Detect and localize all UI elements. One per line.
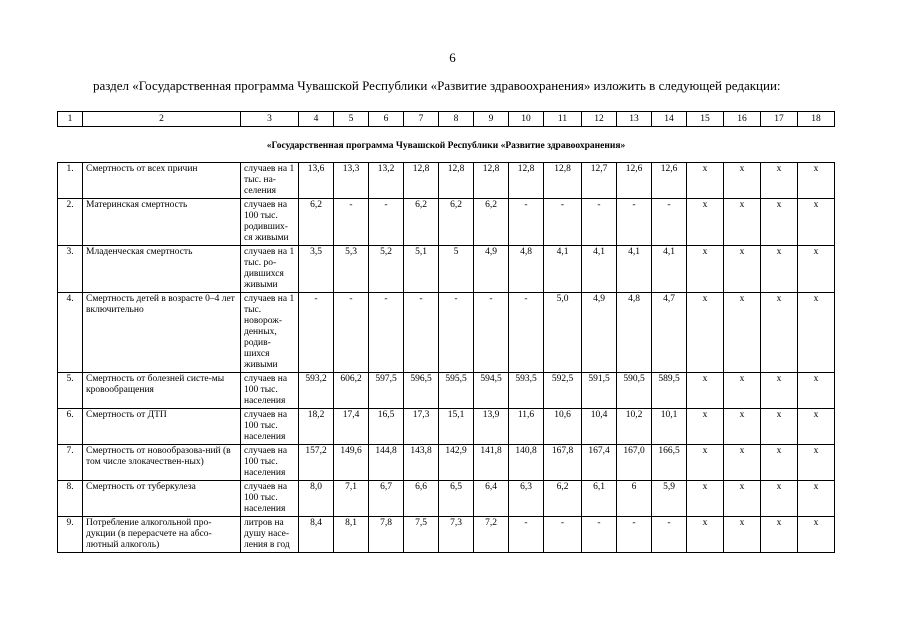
value-cell: x	[687, 445, 724, 481]
row-number-cell: 2.	[58, 199, 83, 246]
column-number-cell: 18	[798, 112, 835, 127]
value-cell: x	[724, 373, 761, 409]
value-cell: 10,2	[617, 409, 652, 445]
value-cell: x	[687, 199, 724, 246]
value-cell: -	[617, 517, 652, 553]
value-cell: 12,8	[404, 163, 439, 199]
value-cell: 6,2	[544, 481, 582, 517]
value-cell: x	[724, 246, 761, 293]
value-cell: 144,8	[369, 445, 404, 481]
table-header-row	[58, 112, 835, 127]
value-cell: 10,4	[582, 409, 617, 445]
value-cell: x	[687, 517, 724, 553]
unit-cell: случаев на 1 тыс. на-селения	[241, 163, 299, 199]
value-cell: 166,5	[652, 445, 687, 481]
value-cell: x	[761, 373, 798, 409]
value-cell: x	[761, 163, 798, 199]
value-cell: x	[761, 481, 798, 517]
row-number-cell: 8.	[58, 481, 83, 517]
table-row	[58, 199, 835, 246]
table-row	[58, 373, 835, 409]
row-number-cell: 4.	[58, 293, 83, 373]
value-cell: -	[439, 293, 474, 373]
value-cell: x	[687, 373, 724, 409]
value-cell: 12,8	[474, 163, 509, 199]
value-cell: 4,1	[582, 246, 617, 293]
row-number-cell: 7.	[58, 445, 83, 481]
value-cell: x	[761, 409, 798, 445]
value-cell: x	[724, 199, 761, 246]
indicator-name-cell: Смертность от туберкулеза	[83, 481, 241, 517]
page-number: 6	[449, 50, 456, 65]
value-cell: 12,8	[439, 163, 474, 199]
unit-cell: литров на душу насе-ления в год	[241, 517, 299, 553]
value-cell: 5,3	[334, 246, 369, 293]
value-cell: x	[798, 445, 835, 481]
value-cell: x	[798, 409, 835, 445]
value-cell: 6,3	[509, 481, 544, 517]
value-cell: 6,5	[439, 481, 474, 517]
value-cell: -	[544, 517, 582, 553]
unit-cell: случаев на 100 тыс. населения	[241, 373, 299, 409]
value-cell: -	[369, 199, 404, 246]
value-cell: 10,1	[652, 409, 687, 445]
column-number-cell: 15	[687, 112, 724, 127]
value-cell: 6,6	[404, 481, 439, 517]
value-cell: 4,8	[509, 246, 544, 293]
value-cell: 167,4	[582, 445, 617, 481]
value-cell: 589,5	[652, 373, 687, 409]
value-cell: 141,8	[474, 445, 509, 481]
unit-cell: случаев на 100 тыс. населения	[241, 409, 299, 445]
column-number-cell: 5	[334, 112, 369, 127]
value-cell: 4,7	[652, 293, 687, 373]
table-row	[58, 246, 835, 293]
value-cell: x	[687, 293, 724, 373]
value-cell: 12,8	[509, 163, 544, 199]
value-cell: 5,1	[404, 246, 439, 293]
value-cell: 13,2	[369, 163, 404, 199]
value-cell: x	[687, 163, 724, 199]
value-cell: 4,1	[544, 246, 582, 293]
value-cell: x	[798, 199, 835, 246]
value-cell: 4,1	[652, 246, 687, 293]
value-cell: -	[299, 293, 334, 373]
value-cell: -	[544, 199, 582, 246]
table-row	[58, 293, 835, 373]
value-cell: -	[334, 293, 369, 373]
value-cell: 17,4	[334, 409, 369, 445]
column-number-cell: 12	[582, 112, 617, 127]
row-number-cell: 9.	[58, 517, 83, 553]
value-cell: 18,2	[299, 409, 334, 445]
value-cell: 13,6	[299, 163, 334, 199]
value-cell: -	[369, 293, 404, 373]
column-number-cell: 8	[439, 112, 474, 127]
value-cell: 6,4	[474, 481, 509, 517]
value-cell: x	[761, 517, 798, 553]
value-cell: 7,8	[369, 517, 404, 553]
value-cell: 4,9	[474, 246, 509, 293]
indicator-name-cell: Младенческая смертность	[83, 246, 241, 293]
value-cell: 5,9	[652, 481, 687, 517]
value-cell: x	[798, 373, 835, 409]
value-cell: -	[582, 517, 617, 553]
value-cell: 142,9	[439, 445, 474, 481]
value-cell: 596,5	[404, 373, 439, 409]
unit-cell: случаев на 100 тыс. населения	[241, 481, 299, 517]
value-cell: 8,0	[299, 481, 334, 517]
indicator-name-cell: Смертность от всех причин	[83, 163, 241, 199]
column-number-cell: 2	[83, 112, 241, 127]
value-cell: 12,7	[582, 163, 617, 199]
value-cell: 6,2	[439, 199, 474, 246]
value-cell: 7,1	[334, 481, 369, 517]
indicator-name-cell: Смертность от болезней систе-мы кровообращения	[83, 373, 241, 409]
indicator-name-cell: Смертность от новообразова-ний (в том числе злокачествен-ных)	[83, 445, 241, 481]
value-cell: x	[724, 293, 761, 373]
value-cell: 12,8	[544, 163, 582, 199]
table-row	[58, 163, 835, 199]
row-number-cell: 1.	[58, 163, 83, 199]
value-cell: 7,3	[439, 517, 474, 553]
value-cell: 8,4	[299, 517, 334, 553]
value-cell: x	[761, 199, 798, 246]
value-cell: 590,5	[617, 373, 652, 409]
value-cell: x	[724, 163, 761, 199]
column-number-cell: 3	[241, 112, 299, 127]
value-cell: x	[798, 246, 835, 293]
value-cell: x	[724, 517, 761, 553]
value-cell: 4,9	[582, 293, 617, 373]
unit-cell: случаев на 100 тыс. родивших-ся живыми	[241, 199, 299, 246]
value-cell: 140,8	[509, 445, 544, 481]
column-number-cell: 1	[58, 112, 83, 127]
value-cell: 3,5	[299, 246, 334, 293]
value-cell: 4,1	[617, 246, 652, 293]
value-cell: -	[582, 199, 617, 246]
column-number-cell: 16	[724, 112, 761, 127]
column-number-cell: 14	[652, 112, 687, 127]
value-cell: 8,1	[334, 517, 369, 553]
value-cell: x	[798, 163, 835, 199]
value-cell: 10,6	[544, 409, 582, 445]
intro-text: раздел «Государственная программа Чувашской Республики «Развитие здравоохранения» изложить в следующей редакции:	[93, 78, 781, 93]
indicator-name-cell: Потребление алкогольной про-дукции (в перерасчете на абсо-лютный алкоголь)	[83, 517, 241, 553]
column-number-cell: 9	[474, 112, 509, 127]
value-cell: x	[761, 293, 798, 373]
section-title: «Государственная программа Чувашской Республики «Развитие здравоохранения»	[58, 127, 835, 163]
value-cell: 15,1	[439, 409, 474, 445]
value-cell: -	[509, 293, 544, 373]
column-number-cell: 10	[509, 112, 544, 127]
value-cell: 597,5	[369, 373, 404, 409]
value-cell: x	[724, 445, 761, 481]
value-cell: x	[724, 481, 761, 517]
value-cell: -	[474, 293, 509, 373]
indicator-name-cell: Материнская смертность	[83, 199, 241, 246]
value-cell: 6,1	[582, 481, 617, 517]
section-title-row	[58, 127, 835, 163]
value-cell: 167,8	[544, 445, 582, 481]
value-cell: -	[509, 199, 544, 246]
unit-cell: случаев на 1 тыс. ро-дившихся живыми	[241, 246, 299, 293]
table-row	[58, 481, 835, 517]
value-cell: 591,5	[582, 373, 617, 409]
value-cell: 11,6	[509, 409, 544, 445]
value-cell: x	[687, 481, 724, 517]
value-cell: 13,9	[474, 409, 509, 445]
value-cell: 13,3	[334, 163, 369, 199]
value-cell: 595,5	[439, 373, 474, 409]
column-number-cell: 17	[761, 112, 798, 127]
value-cell: x	[798, 481, 835, 517]
value-cell: -	[404, 293, 439, 373]
value-cell: 149,6	[334, 445, 369, 481]
value-cell: 593,2	[299, 373, 334, 409]
value-cell: 16,5	[369, 409, 404, 445]
value-cell: -	[652, 199, 687, 246]
indicator-name-cell: Смертность от ДТП	[83, 409, 241, 445]
value-cell: 7,2	[474, 517, 509, 553]
value-cell: 6,2	[474, 199, 509, 246]
value-cell: -	[334, 199, 369, 246]
value-cell: -	[509, 517, 544, 553]
value-cell: 143,8	[404, 445, 439, 481]
value-cell: 593,5	[509, 373, 544, 409]
value-cell: 17,3	[404, 409, 439, 445]
table-row	[58, 517, 835, 553]
value-cell: x	[724, 409, 761, 445]
value-cell: 5,0	[544, 293, 582, 373]
unit-cell: случаев на 1 тыс. новорож-денных, родив-шихся живыми	[241, 293, 299, 373]
value-cell: -	[617, 199, 652, 246]
value-cell: x	[761, 445, 798, 481]
value-cell: 6,2	[299, 199, 334, 246]
value-cell: 606,2	[334, 373, 369, 409]
value-cell: x	[687, 409, 724, 445]
table-row	[58, 409, 835, 445]
value-cell: x	[687, 246, 724, 293]
value-cell: 4,8	[617, 293, 652, 373]
value-cell: 167,0	[617, 445, 652, 481]
value-cell: 5,2	[369, 246, 404, 293]
value-cell: 12,6	[652, 163, 687, 199]
value-cell: 6	[617, 481, 652, 517]
column-number-cell: 13	[617, 112, 652, 127]
value-cell: 592,5	[544, 373, 582, 409]
column-number-cell: 6	[369, 112, 404, 127]
column-number-cell: 4	[299, 112, 334, 127]
row-number-cell: 6.	[58, 409, 83, 445]
value-cell: 6,7	[369, 481, 404, 517]
value-cell: 7,5	[404, 517, 439, 553]
value-cell: 12,6	[617, 163, 652, 199]
row-number-cell: 3.	[58, 246, 83, 293]
value-cell: 6,2	[404, 199, 439, 246]
column-number-cell: 11	[544, 112, 582, 127]
indicator-name-cell: Смертность детей в возрасте 0–4 лет включительно	[83, 293, 241, 373]
value-cell: x	[761, 246, 798, 293]
value-cell: 594,5	[474, 373, 509, 409]
table-row	[58, 445, 835, 481]
column-number-cell: 7	[404, 112, 439, 127]
value-cell: -	[652, 517, 687, 553]
row-number-cell: 5.	[58, 373, 83, 409]
indicators-table	[57, 111, 835, 553]
value-cell: x	[798, 293, 835, 373]
unit-cell: случаев на 100 тыс. населения	[241, 445, 299, 481]
value-cell: 5	[439, 246, 474, 293]
value-cell: x	[798, 517, 835, 553]
value-cell: 157,2	[299, 445, 334, 481]
